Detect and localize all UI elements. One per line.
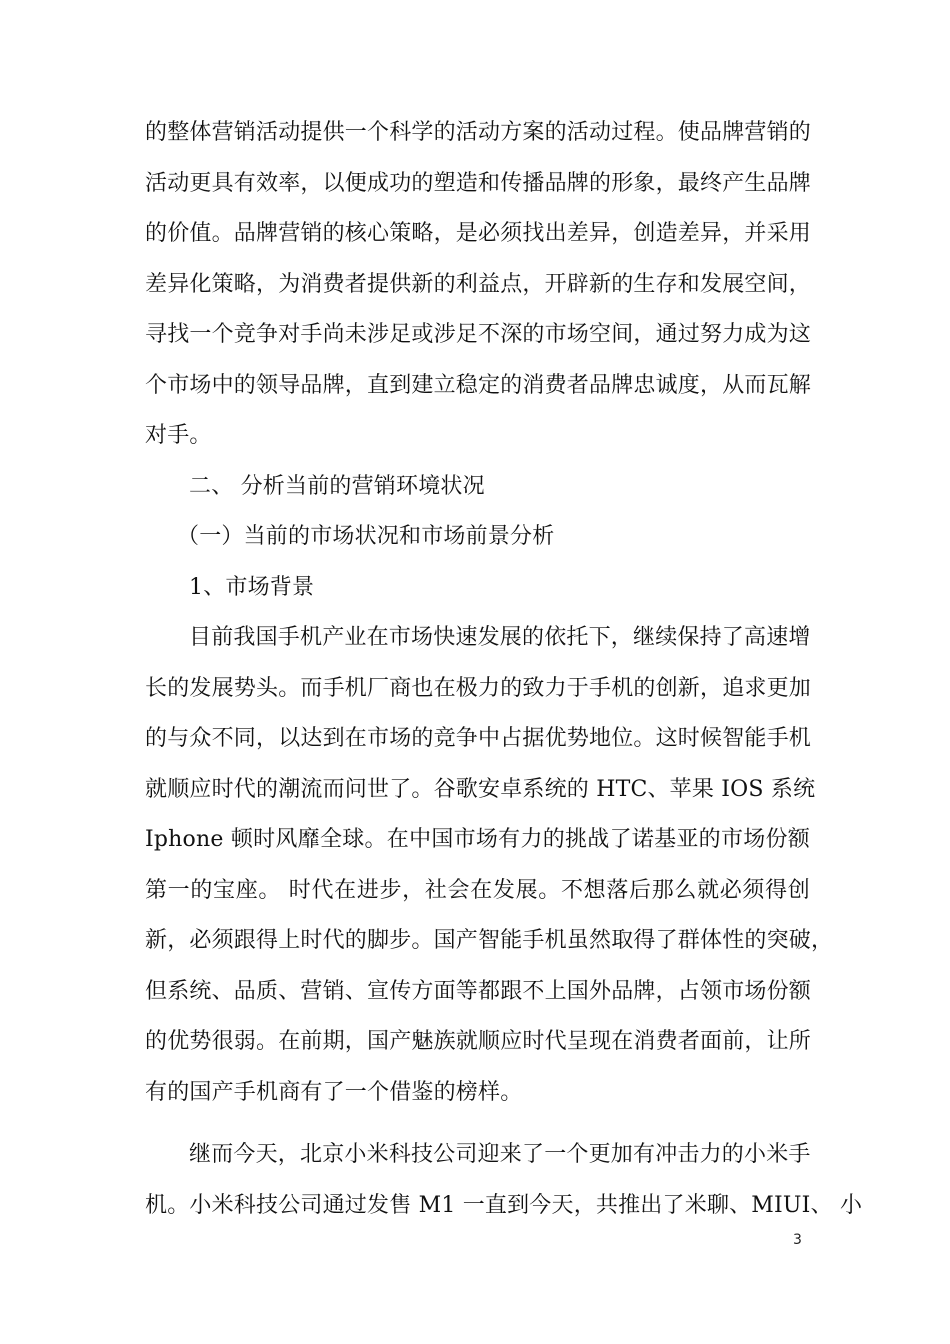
text-line: 机。小米科技公司通过发售 M1 一直到今天，共推出了米聊、MIUI、 小: [145, 1192, 863, 1218]
text-line: 新，必须跟得上时代的脚步。国产智能手机虽然取得了群体性的突破，: [145, 928, 834, 953]
text-line: 活动更具有效率，以便成功的塑造和传播品牌的形象，最终产生品牌: [145, 170, 812, 196]
text-line: 寻找一个竞争对手尚未涉足或涉足不深的市场空间，通过努力成为这: [145, 322, 812, 347]
section-heading: 二、 分析当前的营销环境状况: [189, 473, 485, 499]
page-number: 3: [793, 1232, 802, 1248]
text-line: 就顺应时代的潮流而问世了。谷歌安卓系统的 HTC、苹果 IOS 系统: [145, 776, 816, 802]
text-line: 个市场中的领导品牌，直到建立稳定的消费者品牌忠诚度，从而瓦解: [145, 372, 812, 398]
text-line: 目前我国手机产业在市场快速发展的依托下，继续保持了高速增: [189, 625, 811, 650]
text-line: 的与众不同，以达到在市场的竞争中占据优势地位。这时候智能手机: [145, 726, 812, 751]
text-line: 但系统、品质、营销、宣传方面等都跟不上国外品牌，占领市场份额: [145, 978, 812, 1004]
paragraph-market-background: [145, 613, 834, 1118]
text-line: 的价值。品牌营销的核心策略，是必须找出差异，创造差异，并采用: [145, 221, 812, 246]
paragraph-gap: [145, 1118, 810, 1130]
paragraph-xiaomi: [145, 1130, 863, 1231]
text-line: 的整体营销活动提供一个科学的活动方案的活动过程。使品牌营销的: [145, 120, 812, 145]
text-line: 的优势很弱。在前期，国产魅族就顺应时代呈现在消费者面前，让所: [145, 1029, 812, 1054]
text-line: 第一的宝座。 时代在进步，社会在发展。不想落后那么就必须得创: [145, 877, 810, 903]
subsubsection-heading: 1、市场背景: [189, 574, 315, 600]
subsection-heading: （一）当前的市场状况和市场前景分析: [177, 524, 555, 549]
text-line: 继而今天，北京小米科技公司迎来了一个更加有冲击力的小米手: [189, 1142, 811, 1167]
text-line: Iphone 顿时风靡全球。在中国市场有力的挑战了诺基亚的市场份额: [145, 827, 810, 852]
paragraph-brand-strategy: [145, 108, 810, 462]
text-line: 有的国产手机商有了一个借鉴的榜样。: [145, 1079, 523, 1105]
text-line: 长的发展势头。而手机厂商也在极力的致力于手机的创新，追求更加: [145, 675, 812, 701]
text-line: 对手。: [145, 423, 212, 448]
text-line: 差异化策略，为消费者提供新的利益点，开辟新的生存和发展空间，: [145, 271, 812, 297]
body-text: [145, 108, 863, 1231]
